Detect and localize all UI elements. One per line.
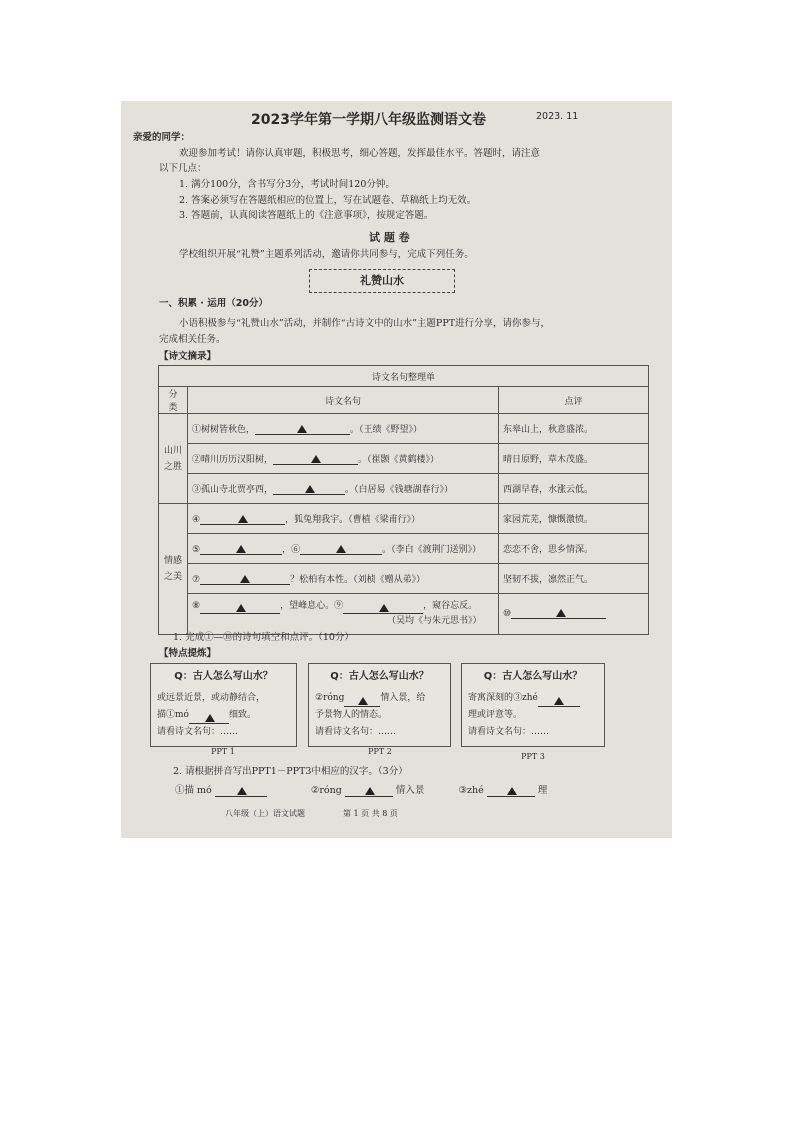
line-text: ②晴川历历汉阳树，	[192, 455, 274, 465]
fill-blank[interactable]	[200, 545, 282, 555]
ppt-text: 理或评意等。	[468, 710, 523, 720]
fill-blank[interactable]	[189, 714, 229, 724]
answer-2-label: ②róng	[310, 785, 342, 796]
comment: 坚韧不拔，凛然正气。	[499, 564, 649, 594]
line-text: ，⑥	[282, 545, 301, 555]
category-landscape: 山川之胜	[159, 414, 188, 504]
header-category: 分 类	[159, 387, 188, 414]
line-source: （吴均《与朱元思书》）	[387, 616, 482, 626]
line-text: ⑧	[192, 601, 201, 611]
ppt-card-1	[150, 663, 297, 747]
line-source: 。（李白《渡荆门送别》）	[382, 545, 482, 555]
category-emotion: 情感之美	[159, 504, 188, 635]
triangle-icon	[240, 575, 250, 583]
fill-blank[interactable]	[255, 425, 350, 435]
part1-desc-cont: 完成相关任务。	[159, 334, 226, 345]
fill-blank[interactable]	[215, 787, 267, 797]
table-row	[159, 474, 649, 504]
ppt-text: 请看诗文名句：……	[157, 727, 239, 737]
fill-blank[interactable]	[343, 604, 423, 614]
fill-blank[interactable]	[273, 455, 358, 465]
fill-blank[interactable]	[200, 575, 290, 585]
table-row	[159, 594, 649, 635]
table-row	[159, 504, 649, 534]
table-row	[159, 534, 649, 564]
table-row	[159, 444, 649, 474]
intro-paragraph: 欢迎参加考试！请你认真审题，积极思考，细心答题，发挥最佳水平。答题时，请注意	[179, 148, 541, 159]
line-text: ⑦	[192, 575, 201, 585]
tag-feature: 【特点提炼】	[159, 648, 217, 659]
line-source: ，狐兔翔我宇。（曹植《梁甫行》）	[285, 515, 421, 525]
triangle-icon	[311, 455, 321, 463]
line-source: 。（王绩《野望》）	[350, 425, 423, 435]
header-comment: 点评	[499, 387, 649, 414]
line-source: ？松柏有本性。（刘桢《赠从弟》）	[290, 575, 426, 585]
triangle-icon	[358, 697, 368, 705]
rule-1: 1. 满分100分，含书写分3分，考试时间120分钟。	[179, 179, 395, 190]
rule-2: 2. 答案必须写在答题纸相应的位置上，写在试题卷、草稿纸上均无效。	[179, 195, 477, 206]
table-row	[159, 564, 649, 594]
greeting: 亲爱的同学：	[133, 132, 191, 143]
answer-1-label: ①描 mó	[175, 785, 212, 796]
ppt-pinyin: 描①mó	[157, 710, 189, 720]
table-caption: 诗文名句整理单	[159, 366, 649, 387]
activity-text: 学校组织开展“礼赞”主题系列活动，邀请你共同参与，完成下列任务。	[179, 249, 474, 260]
part1-heading: 一、积累 · 运用（20分）	[159, 298, 268, 309]
ppt-text: 请看诗文名句：……	[315, 727, 397, 737]
triangle-icon	[236, 604, 246, 612]
fill-blank[interactable]	[200, 604, 280, 614]
poem-table	[158, 365, 649, 635]
ppt-card-2	[308, 663, 451, 747]
fill-blank[interactable]	[300, 545, 382, 555]
triangle-icon	[205, 714, 215, 722]
fill-blank[interactable]	[200, 515, 285, 525]
tag-poetry: 【诗文摘录】	[159, 351, 217, 362]
comment: 恋恋不舍，思乡情深。	[499, 534, 649, 564]
comment: 晴日原野，草木茂盛。	[499, 444, 649, 474]
ppt-text: 予景物人的情态。	[315, 710, 388, 720]
fill-blank[interactable]	[511, 609, 606, 619]
section-title: 试 题 卷	[369, 231, 410, 244]
fill-blank[interactable]	[273, 485, 345, 495]
line-text: ①树树皆秋色，	[192, 425, 256, 435]
exam-date: 2023. 11	[536, 111, 579, 122]
fill-blank[interactable]	[345, 787, 393, 797]
question-2: 2. 请根据拼音写出PPT1－PPT3中相应的汉字。（3分）	[173, 766, 408, 777]
ppt-pinyin: 寄寓深刻的③zhé	[468, 693, 538, 703]
comment: 家园荒芜，慷慨激愤。	[499, 504, 649, 534]
line-text: ⑤	[192, 545, 201, 555]
intro-paragraph-cont: 以下几点：	[159, 163, 207, 174]
triangle-icon	[236, 545, 246, 553]
answer-3-label: ③zhé	[458, 785, 484, 796]
triangle-icon	[365, 787, 375, 795]
ppt-question: Q：古人怎么写山水？	[483, 671, 583, 682]
ppt-question: Q：古人怎么写山水？	[174, 671, 273, 682]
question-1: 1. 完成①—⑩的诗句填空和点评。（10分）	[173, 632, 354, 643]
triangle-icon	[554, 697, 564, 705]
fill-blank[interactable]	[344, 697, 380, 707]
part1-desc: 小语积极参与“礼赞山水”活动，并制作“古诗文中的山水”主题PPT进行分享，请你参与，	[179, 318, 551, 329]
comment: 西湖早春，水涨云低。	[499, 474, 649, 504]
triangle-icon	[556, 609, 566, 617]
line-text: ④	[192, 515, 201, 525]
fill-blank[interactable]	[538, 697, 580, 707]
rule-3: 3. 答题前，认真阅读答题纸上的《注意事项》，按规定答题。	[179, 210, 434, 221]
header-lines: 诗文名句	[188, 387, 499, 414]
line-text: ，望峰息心。⑨	[280, 601, 344, 611]
triangle-icon	[305, 485, 315, 493]
exam-title: 2023学年第一学期八年级监测语文卷	[251, 112, 486, 128]
answer-line	[175, 784, 547, 797]
ppt-text: 请看诗文名句：……	[468, 727, 550, 737]
ppt-question: Q：古人怎么写山水？	[330, 671, 429, 682]
triangle-icon	[379, 604, 389, 612]
footer-page: 第 1 页 共 8 页	[343, 809, 398, 818]
ppt-pinyin: ②róng	[315, 693, 345, 703]
triangle-icon	[507, 787, 517, 795]
triangle-icon	[336, 545, 346, 553]
triangle-icon	[237, 787, 247, 795]
ppt-caption-2: PPT 2	[368, 747, 392, 756]
line-source: 。（崔颢《黄鹤楼》）	[358, 455, 440, 465]
theme-box: 礼赞山水	[309, 269, 455, 293]
ppt-text: 细致。	[228, 710, 256, 720]
comment: ⑩	[503, 609, 512, 619]
comment: 东皋山上，秋意盛浓。	[499, 414, 649, 444]
ppt-card-3	[461, 663, 605, 747]
line-text: ，窥谷忘反。	[423, 601, 478, 611]
ppt-caption-1: PPT 1	[211, 747, 235, 756]
answer-2-suffix: 情入景	[395, 785, 425, 796]
table-row	[159, 414, 649, 444]
triangle-icon	[238, 515, 248, 523]
fill-blank[interactable]	[487, 787, 535, 797]
answer-3-suffix: 理	[537, 785, 548, 796]
ppt-text: 或远景近景，或动静结合，	[157, 693, 266, 703]
ppt-text: 情入景，给	[380, 693, 426, 703]
line-text: ③孤山寺北贾亭西，	[192, 485, 274, 495]
footer-subject: 八年级（上）语文试题	[225, 809, 305, 818]
ppt-caption-3: PPT 3	[521, 752, 545, 761]
exam-paper-photo	[121, 101, 672, 838]
triangle-icon	[297, 425, 307, 433]
line-source: 。（白居易《钱塘湖春行》）	[345, 485, 454, 495]
